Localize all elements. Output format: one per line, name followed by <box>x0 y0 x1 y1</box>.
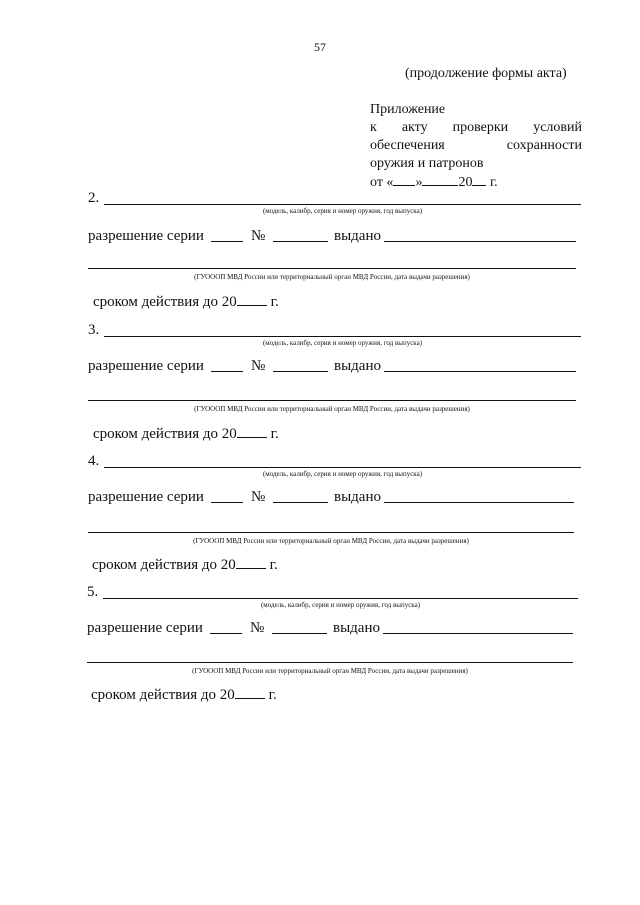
issued-label: выдано <box>334 489 381 505</box>
weapon-field[interactable] <box>104 204 581 205</box>
weapon-caption: (модель, калибр, серия и номер оружия, год выпуска) <box>262 207 423 215</box>
authority-caption: (ГУОООП МВД России или территориальный орган МВД России, дата выдачи разрешения) <box>192 667 468 675</box>
entry-number: 2. <box>88 190 100 206</box>
permit-number-field[interactable] <box>273 502 328 503</box>
validity-year-field[interactable] <box>237 425 267 438</box>
weapon-caption: (модель, калибр, серия и номер оружия, год выпуска) <box>262 339 423 347</box>
validity-year-field[interactable] <box>235 686 265 699</box>
appendix-line-4: оружия и патронов <box>370 156 484 171</box>
date-day-blank[interactable] <box>393 173 415 186</box>
permit-series-label: разрешение серии <box>87 620 203 636</box>
weapon-caption: (модель, калибр, серия и номер оружия, год выпуска) <box>260 601 421 609</box>
authority-caption: (ГУОООП МВД России или территориальный орган МВД России, дата выдачи разрешения) <box>194 405 470 413</box>
weapon-field[interactable] <box>103 598 578 599</box>
issued-by-field[interactable] <box>384 241 576 242</box>
form-continuation-note: (продолжение формы акта) <box>405 66 567 81</box>
page-number: 57 <box>314 40 326 54</box>
permit-series-field[interactable] <box>211 241 243 242</box>
permit-number-field[interactable] <box>273 371 328 372</box>
permit-series-field[interactable] <box>211 371 243 372</box>
permit-number-field[interactable] <box>273 241 328 242</box>
weapon-field[interactable] <box>104 336 581 337</box>
validity-label: сроком действия до 20 г. <box>92 557 278 573</box>
permit-series-field[interactable] <box>211 502 243 503</box>
permit-series-label: разрешение серии <box>88 228 204 244</box>
entry-number: 4. <box>88 453 100 469</box>
validity-label: сроком действия до 20 г. <box>93 294 279 310</box>
date-month-blank[interactable] <box>422 173 458 186</box>
permit-number-field[interactable] <box>272 633 327 634</box>
issued-by-field[interactable] <box>384 371 576 372</box>
validity-year-field[interactable] <box>236 556 266 569</box>
issued-label: выдано <box>334 358 381 374</box>
weapon-field[interactable] <box>104 467 581 468</box>
date-year-blank[interactable] <box>472 173 486 186</box>
validity-label: сроком действия до 20 г. <box>93 426 279 442</box>
permit-series-label: разрешение серии <box>88 489 204 505</box>
authority-field[interactable] <box>87 662 573 663</box>
appendix-line-2: к акту проверки условий <box>370 120 582 135</box>
weapon-caption: (модель, калибр, серия и номер оружия, год выпуска) <box>262 470 423 478</box>
validity-year-field[interactable] <box>237 293 267 306</box>
authority-caption: (ГУОООП МВД России или территориальный орган МВД России, дата выдачи разрешения) <box>193 537 469 545</box>
issued-by-field[interactable] <box>383 633 573 634</box>
validity-label: сроком действия до 20 г. <box>91 687 277 703</box>
issued-label: выдано <box>333 620 380 636</box>
appendix-title: Приложение <box>370 102 446 117</box>
permit-number-label: № <box>250 620 265 636</box>
authority-caption: (ГУОООП МВД России или территориальный орган МВД России, дата выдачи разрешения) <box>194 273 470 281</box>
appendix-line-3: обеспечения сохранности <box>370 138 582 153</box>
issued-by-field[interactable] <box>384 502 574 503</box>
appendix-date-line: от « » 20 г. <box>370 175 498 190</box>
permit-number-label: № <box>251 228 266 244</box>
permit-number-label: № <box>251 489 266 505</box>
authority-field[interactable] <box>88 400 576 401</box>
entry-number: 3. <box>88 322 100 338</box>
authority-field[interactable] <box>88 532 574 533</box>
permit-number-label: № <box>251 358 266 374</box>
entry-number: 5. <box>87 584 99 600</box>
permit-series-field[interactable] <box>210 633 242 634</box>
issued-label: выдано <box>334 228 381 244</box>
permit-series-label: разрешение серии <box>88 358 204 374</box>
authority-field[interactable] <box>88 268 576 269</box>
